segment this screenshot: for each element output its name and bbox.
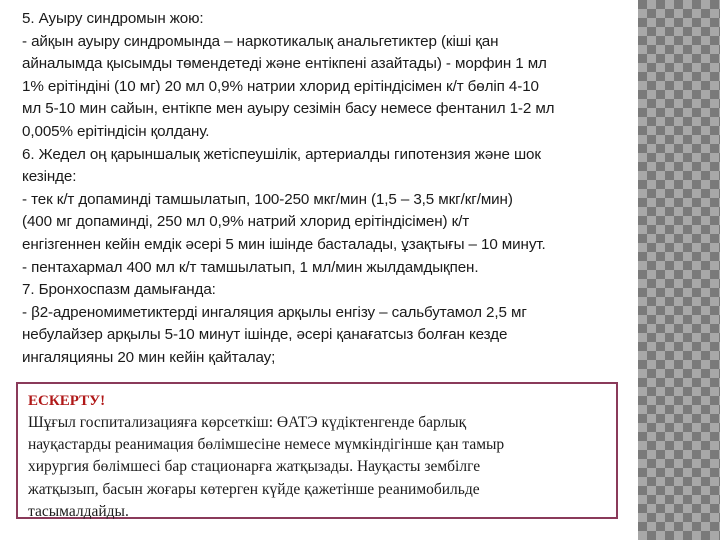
note-line: жатқызып, басын жоғары көтерген күйде қажетінше реанимобильде (28, 480, 480, 498)
text-line: небулайзер арқылы 5-10 минут ішінде, әсері қанағатсыз болған кезде (22, 326, 508, 344)
treatment-text (22, 8, 622, 370)
note-line: Шұғыл госпитализацияға көрсеткіш: ӨАТЭ күдіктенгенде барлық (28, 414, 467, 431)
text-line: ингаляцияны 20 мин кейін қайталау; (22, 348, 276, 366)
text-line: 7. Бронхоспазм дамығанда: (22, 281, 216, 299)
text-line: - β2-адреномиметиктерді ингаляция арқылы енгізу – сальбутамол 2,5 мг (22, 303, 527, 321)
text-line: айналымда қысымды төмендетеді және ентікпені азайтады) - морфин 1 мл (22, 55, 547, 73)
text-line: - тек к/т допаминді тамшылатып, 100-250 мкг/мин (1,5 – 3,5 мкг/кг/мин) (22, 190, 513, 208)
text-line: 0,005% ерітіндісін қолдану. (22, 122, 210, 140)
decorative-pattern-strip (638, 0, 720, 540)
text-line: 5. Ауыру синдромын жою: (22, 10, 204, 27)
warning-note-box (16, 382, 618, 519)
text-line: - пентахармал 400 мл к/т тамшылатып, 1 мл/мин жылдамдықпен. (22, 258, 479, 276)
text-line: - айқын ауыру синдромында – наркотикалық анальгетиктер (кіші қан (22, 32, 499, 50)
note-title: ЕСКЕРТУ! (28, 393, 106, 409)
note-text (28, 412, 606, 523)
note-line: науқастарды реанимация бөлімшесіне немесе мүмкіндігінше қан тамыр (28, 436, 505, 454)
text-line: 6. Жедел оң қарыншалық жетіспеушілік, артериалды гипотензия және шок (22, 145, 541, 163)
text-line: 1% ерітіндіні (10 мг) 20 мл 0,9% натрии хлорид ерітіндісімен к/т бөліп 4-10 (22, 77, 539, 95)
text-line: мл 5-10 мин сайын, ентікпе мен ауыру сезімін басу немесе фентанил 1-2 мл (22, 100, 555, 118)
text-line: кезінде: (22, 168, 77, 186)
note-line: хирургия бөлімшесі бар стационарға жатқызады. Науқасты зембілге (28, 458, 481, 476)
note-line: тасымалдайды. (28, 502, 129, 520)
text-line: енгізгеннен кейін емдік әсері 5 мин ішінде басталады, ұзақтығы – 10 минут. (22, 235, 546, 253)
text-line: (400 мг допаминді, 250 мл 0,9% натрий хлорид ерітіндісімен) к/т (22, 213, 470, 231)
